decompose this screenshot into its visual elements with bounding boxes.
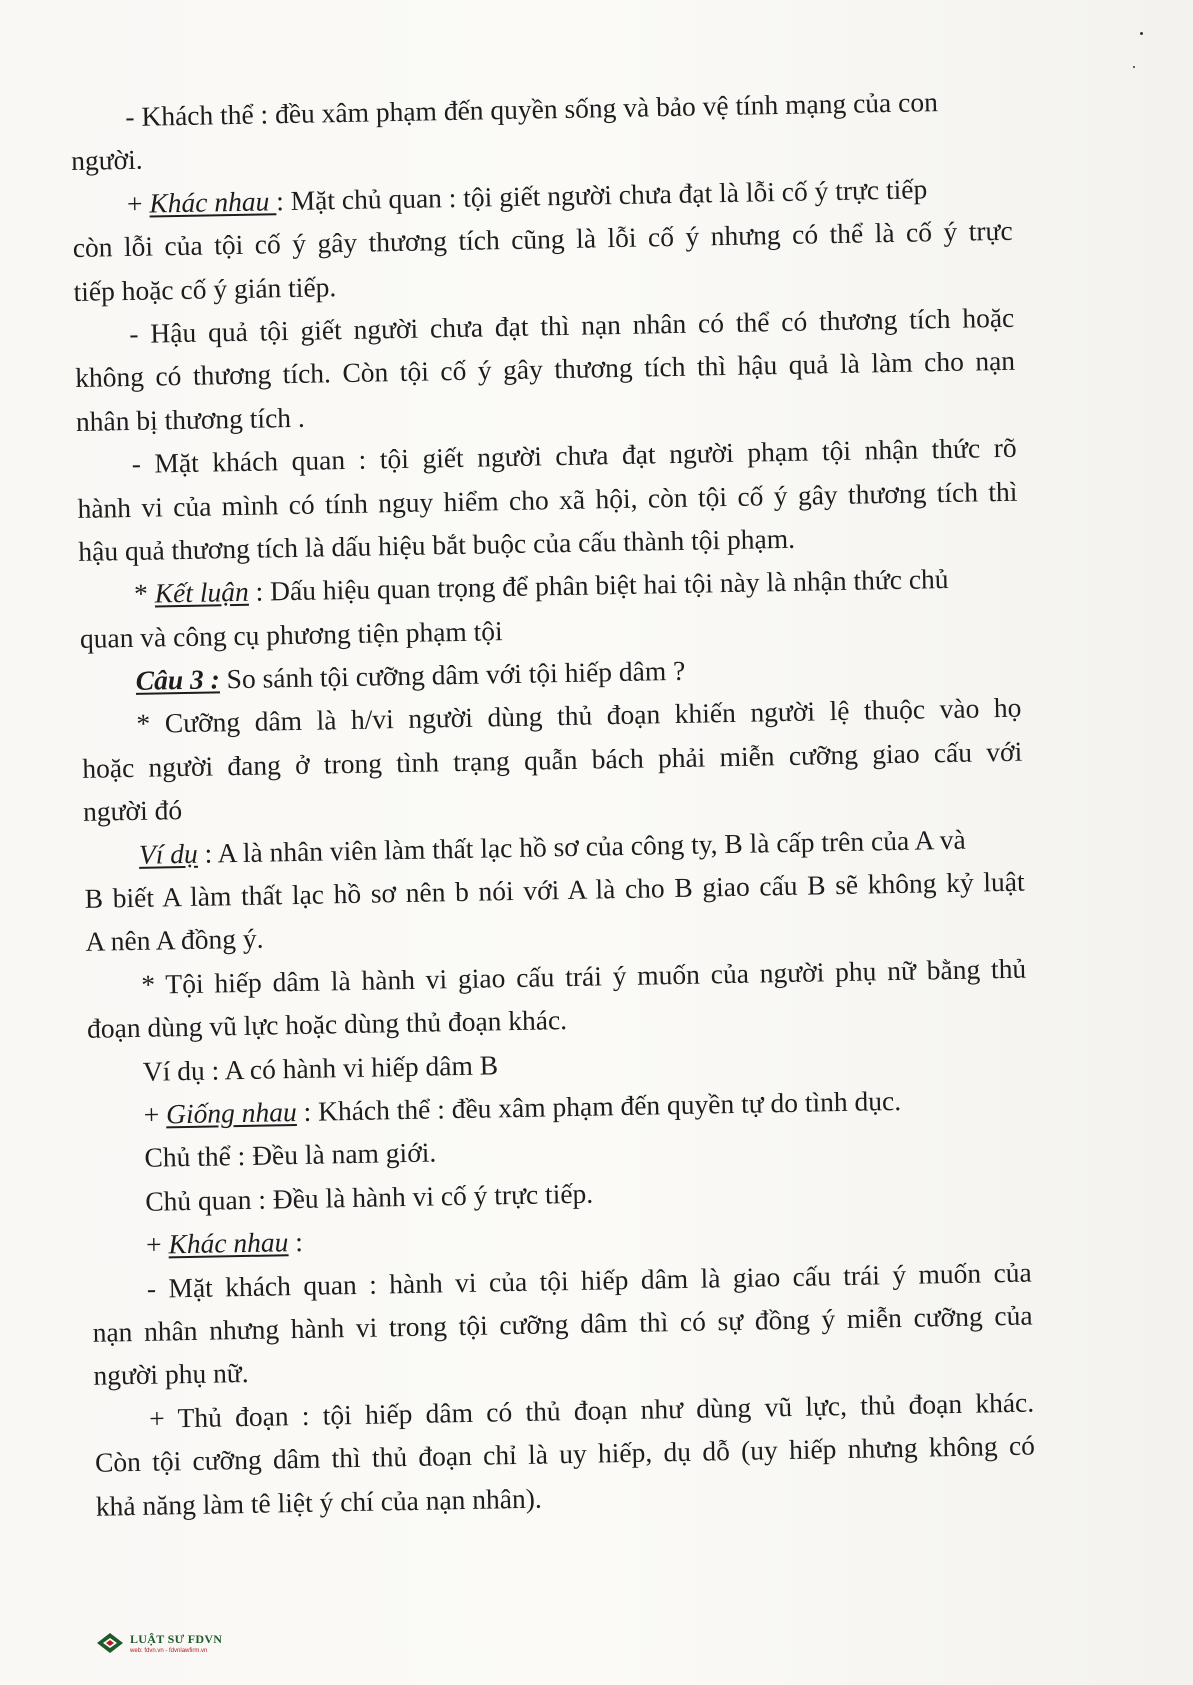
logo-name: LUẬT SƯ FDVN [130,1631,223,1646]
paragraph-line: người. [70,144,143,177]
paragraph-line: * Cưỡng dâm là h/vi người dùng thủ đoạn khiến người lệ thuộc vào họ [136,692,1022,740]
paragraph-line: * Kết luận : Dấu hiệu quan trọng để phân biệt hai tội này là nhận thức chủ [133,563,949,610]
paragraph-line: khả năng làm tê liệt ý chí của nạn nhân). [95,1482,543,1522]
paragraph-line: - Khách thể : đều xâm phạm đến quyền sống và bảo vệ tính mạng của con [125,86,939,132]
paragraph-line: người phụ nữ. [93,1357,249,1392]
paragraph-line: Ví dụ : A có hành vi hiếp dâm B [142,1048,499,1087]
question-heading: Câu 3 : So sánh tội cưỡng dâm với tội hiếp dâm ? [135,654,686,696]
paragraph-line: hành vi của mình có tính nguy hiểm cho xã hội, còn tội cố ý gây thương tích thì [77,475,1018,524]
heading-giong-nhau: Giống nhau [165,1096,297,1130]
paragraph-line: đoạn dùng vũ lực hoặc dùng thủ đoạn khác. [86,1004,568,1045]
paragraph-line: Còn tội cưỡng dâm thì thủ đoạn chỉ là uy hiếp, dụ dỗ (uy hiếp nhưng không có [94,1429,1036,1478]
paragraph-line: + Khác nhau : Mặt chủ quan : tội giết người chưa đạt là lỗi cố ý trực tiếp [126,173,928,219]
paragraph-line: người đó [82,794,183,828]
heading-khac-nhau-2: Khác nhau [168,1226,289,1260]
scan-speck [1140,32,1143,35]
paragraph-line: tiếp hoặc cố ý gián tiếp. [73,270,337,307]
paragraph-line: + Giống nhau : Khách thể : đều xâm phạm đến quyền tự do tình dục. [143,1084,902,1130]
scan-speck [1133,66,1135,68]
paragraph-line: không có thương tích. Còn tội cố ý gây thương tích thì hậu quả là làm cho nạn [74,345,1016,394]
paragraph-line: B biết A làm thất lạc hồ sơ nên b nói với A là cho B giao cấu B sẽ không kỷ luật [84,865,1025,914]
paragraph-line: - Mặt khách quan : hành vi của tội hiếp dâm là giao cấu trái ý muốn của [146,1256,1032,1304]
footer-logo [96,1632,222,1654]
paragraph-line: còn lỗi của tội cố ý gây thương tích cũng là lỗi cố ý nhưng có thể là cố ý trực [72,214,1013,264]
heading-khac-nhau: Khác nhau [149,185,277,219]
paragraph-line: + Khác nhau : [145,1226,304,1260]
paragraph-line: hậu quả thương tích là dấu hiệu bắt buộc của cấu thành tội phạm. [78,522,796,567]
paragraph-line: A nên A đồng ý. [85,923,264,958]
paragraph-line: Ví dụ : A là nhân viên làm thất lạc hồ sơ của công ty, B là cấp trên của A và [138,823,966,870]
paragraph-line: nạn nhân nhưng hành vi trong tội cưỡng dâm thì có sự đồng ý miễn cưỡng của [92,1299,1033,1348]
document-body [70,79,1036,1528]
scales-logo-icon [96,1632,124,1654]
paragraph-line: nhân bị thương tích . [75,401,306,437]
paragraph-line: * Tội hiếp dâm là hành vi giao cấu trái ý muốn của người phụ nữ bằng thủ [141,952,1027,1000]
paragraph-line: + Thủ đoạn : tội hiếp dâm có thủ đoạn như dùng vũ lực, thủ đoạn khác. [148,1386,1035,1434]
heading-cau-3: Câu 3 : [135,663,221,696]
paragraph-line: Chủ thể : Đều là nam giới. [144,1136,437,1174]
paragraph-line: hoặc người đang ở trong tình trạng quẫn bách phải miễn cưỡng giao cấu với [82,735,1023,784]
paragraph-line: Chủ quan : Đều là hành vi cố ý trực tiếp. [144,1177,594,1217]
paragraph-line: quan và công cụ phương tiện phạm tội [79,614,503,654]
paragraph-line: - Mặt khách quan : tội giết người chưa đạt người phạm tội nhận thức rõ [131,431,1017,480]
logo-website: web: fdvn.vn - fdvnlawfirm.vn [130,1647,208,1654]
heading-ket-luan: Kết luận [154,576,249,609]
paragraph-line: - Hậu quả tội giết người chưa đạt thì nạn nhân có thể có thương tích hoặc [129,301,1015,349]
heading-vi-du: Ví dụ [138,837,199,870]
